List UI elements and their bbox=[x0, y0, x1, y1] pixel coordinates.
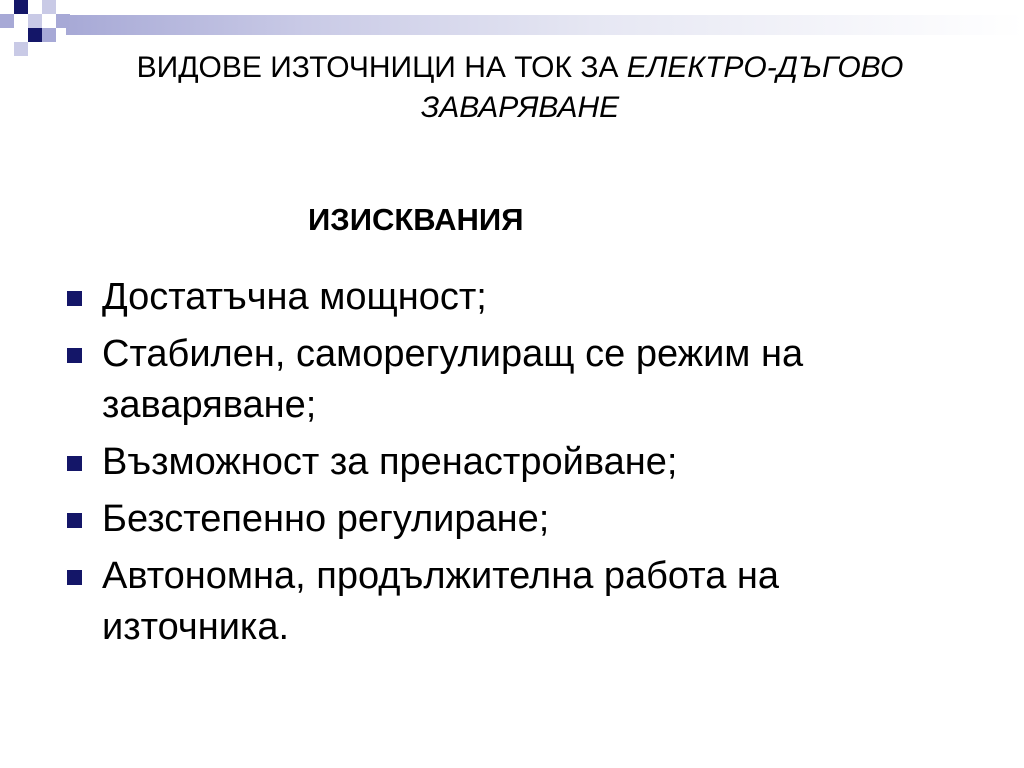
list-item bbox=[64, 329, 964, 431]
list-item bbox=[64, 272, 964, 323]
list-item bbox=[64, 494, 964, 545]
square-bullet-icon bbox=[67, 456, 82, 471]
list-item bbox=[64, 551, 964, 653]
list-item-text: Стабилен, саморегулиращ се режим на заваряване; bbox=[102, 333, 804, 426]
list-item-text: Достатъчна мощност; bbox=[102, 276, 487, 318]
section-heading: ИЗИСКВАНИЯ bbox=[308, 202, 524, 237]
list-item-text: Автономна, продължителна работа на източника. bbox=[102, 555, 780, 648]
list-item-text: Безстепенно регулиране; bbox=[102, 498, 550, 540]
header-gradient-bar bbox=[66, 15, 1024, 35]
requirements-list bbox=[64, 272, 964, 659]
square-bullet-icon bbox=[67, 570, 82, 585]
square-bullet-icon bbox=[67, 348, 82, 363]
slide-title-regular: ВИДОВЕ ИЗТОЧНИЦИ НА ТОК ЗА bbox=[136, 51, 627, 84]
slide-title bbox=[40, 48, 1000, 128]
square-bullet-icon bbox=[67, 291, 82, 306]
slide-title-italic: ЕЛЕКТРО-ДЪГОВО ЗАВАРЯВАНЕ bbox=[420, 51, 904, 124]
list-item bbox=[64, 437, 964, 488]
list-item-text: Възможност за пренастройване; bbox=[102, 441, 678, 483]
square-bullet-icon bbox=[67, 513, 82, 528]
